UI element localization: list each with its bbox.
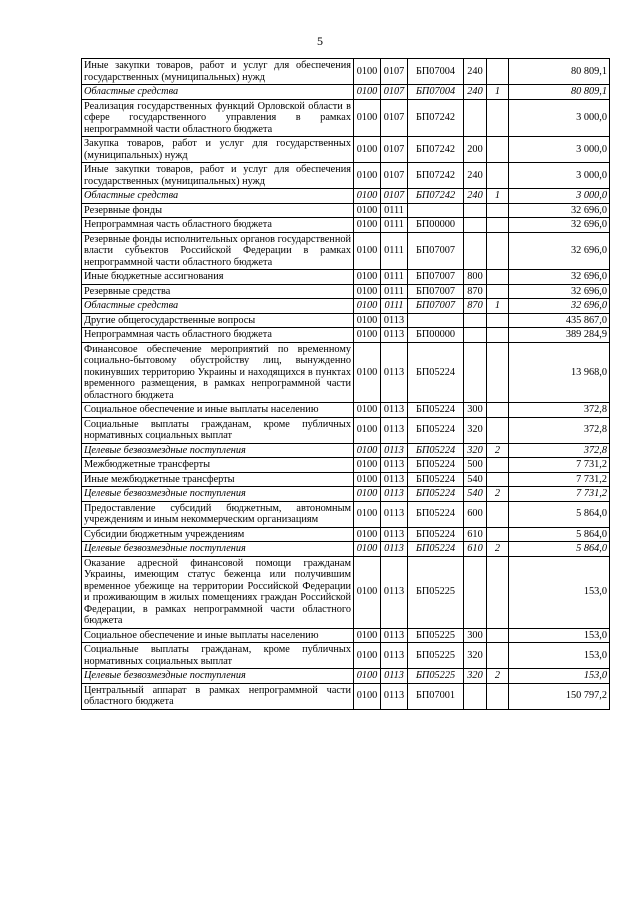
table-row <box>82 163 610 189</box>
row-source-code <box>487 313 509 328</box>
row-amount: 153,0 <box>509 556 610 628</box>
row-section-code: 0100 <box>354 643 381 669</box>
row-target-article-code: БП05224 <box>408 403 464 418</box>
table-row <box>82 313 610 328</box>
table-row <box>82 487 610 502</box>
row-amount: 3 000,0 <box>509 163 610 189</box>
row-expense-type-code: 240 <box>464 163 487 189</box>
table-row <box>82 328 610 343</box>
row-amount: 372,8 <box>509 443 610 458</box>
row-source-code <box>487 270 509 285</box>
row-source-code <box>487 232 509 270</box>
row-amount: 32 696,0 <box>509 232 610 270</box>
row-name: Областные средства <box>82 299 354 314</box>
row-subsection-code: 0113 <box>381 443 408 458</box>
row-target-article-code: БП05224 <box>408 472 464 487</box>
table-row <box>82 443 610 458</box>
row-target-article-code: БП07242 <box>408 137 464 163</box>
row-amount: 3 000,0 <box>509 137 610 163</box>
row-section-code: 0100 <box>354 458 381 473</box>
row-subsection-code: 0107 <box>381 163 408 189</box>
row-section-code: 0100 <box>354 270 381 285</box>
row-name: Резервные фонды исполнительных органов государственной власти субъектов Российской Федерации в рамках непрограммной части областного бюджета <box>82 232 354 270</box>
row-expense-type-code: 500 <box>464 458 487 473</box>
row-name: Резервные фонды <box>82 203 354 218</box>
row-target-article-code: БП05224 <box>408 542 464 557</box>
row-amount: 80 809,1 <box>509 59 610 85</box>
row-name: Реализация государственных функций Орловской области в сфере государственного управления в рамках непрограммной части областного бюджета <box>82 99 354 137</box>
row-amount: 389 284,9 <box>509 328 610 343</box>
row-amount: 153,0 <box>509 628 610 643</box>
row-expense-type-code: 240 <box>464 189 487 204</box>
row-expense-type-code: 870 <box>464 299 487 314</box>
row-amount: 372,8 <box>509 417 610 443</box>
row-section-code: 0100 <box>354 487 381 502</box>
row-amount: 32 696,0 <box>509 270 610 285</box>
row-amount: 13 968,0 <box>509 342 610 403</box>
row-source-code <box>487 683 509 709</box>
row-source-code <box>487 99 509 137</box>
table-row <box>82 189 610 204</box>
row-expense-type-code <box>464 556 487 628</box>
row-section-code: 0100 <box>354 218 381 233</box>
row-name: Иные бюджетные ассигнования <box>82 270 354 285</box>
row-subsection-code: 0111 <box>381 218 408 233</box>
row-section-code: 0100 <box>354 628 381 643</box>
row-amount: 7 731,2 <box>509 458 610 473</box>
row-target-article-code: БП07004 <box>408 59 464 85</box>
table-row <box>82 643 610 669</box>
budget-table-body <box>82 59 610 710</box>
row-name: Непрограммная часть областного бюджета <box>82 218 354 233</box>
row-amount: 150 797,2 <box>509 683 610 709</box>
row-expense-type-code: 300 <box>464 403 487 418</box>
row-source-code: 2 <box>487 669 509 684</box>
row-name: Непрограммная часть областного бюджета <box>82 328 354 343</box>
row-source-code <box>487 643 509 669</box>
row-source-code <box>487 417 509 443</box>
row-subsection-code: 0113 <box>381 487 408 502</box>
row-name: Резервные средства <box>82 284 354 299</box>
row-name: Предоставление субсидий бюджетным, автономным учреждениям и иным некоммерческим организациям <box>82 501 354 527</box>
row-amount: 153,0 <box>509 669 610 684</box>
table-row <box>82 284 610 299</box>
row-amount: 7 731,2 <box>509 487 610 502</box>
row-subsection-code: 0113 <box>381 458 408 473</box>
row-section-code: 0100 <box>354 527 381 542</box>
row-expense-type-code <box>464 683 487 709</box>
row-source-code: 2 <box>487 443 509 458</box>
table-row <box>82 299 610 314</box>
row-source-code <box>487 284 509 299</box>
row-name: Социальное обеспечение и иные выплаты населению <box>82 403 354 418</box>
row-expense-type-code: 800 <box>464 270 487 285</box>
row-target-article-code: БП07007 <box>408 299 464 314</box>
row-name: Социальные выплаты гражданам, кроме публичных нормативных социальных выплат <box>82 417 354 443</box>
row-amount: 7 731,2 <box>509 472 610 487</box>
row-expense-type-code: 320 <box>464 669 487 684</box>
row-subsection-code: 0113 <box>381 403 408 418</box>
row-subsection-code: 0113 <box>381 342 408 403</box>
row-name: Целевые безвозмездные поступления <box>82 487 354 502</box>
row-target-article-code: БП07007 <box>408 284 464 299</box>
row-subsection-code: 0111 <box>381 270 408 285</box>
row-section-code: 0100 <box>354 163 381 189</box>
row-subsection-code: 0113 <box>381 628 408 643</box>
row-subsection-code: 0107 <box>381 85 408 100</box>
row-subsection-code: 0113 <box>381 472 408 487</box>
table-row <box>82 203 610 218</box>
row-target-article-code: БП07004 <box>408 85 464 100</box>
row-subsection-code: 0107 <box>381 189 408 204</box>
row-source-code <box>487 342 509 403</box>
row-expense-type-code: 600 <box>464 501 487 527</box>
table-row <box>82 59 610 85</box>
table-row <box>82 628 610 643</box>
row-source-code: 2 <box>487 542 509 557</box>
row-subsection-code: 0107 <box>381 99 408 137</box>
row-target-article-code: БП05224 <box>408 417 464 443</box>
table-row <box>82 669 610 684</box>
row-expense-type-code: 240 <box>464 85 487 100</box>
row-subsection-code: 0113 <box>381 683 408 709</box>
row-subsection-code: 0111 <box>381 232 408 270</box>
row-expense-type-code: 610 <box>464 527 487 542</box>
row-target-article-code: БП00000 <box>408 218 464 233</box>
table-row <box>82 403 610 418</box>
row-name: Целевые безвозмездные поступления <box>82 669 354 684</box>
table-row <box>82 542 610 557</box>
row-section-code: 0100 <box>354 443 381 458</box>
row-section-code: 0100 <box>354 59 381 85</box>
row-subsection-code: 0113 <box>381 542 408 557</box>
row-amount: 80 809,1 <box>509 85 610 100</box>
row-name: Целевые безвозмездные поступления <box>82 542 354 557</box>
row-subsection-code: 0113 <box>381 313 408 328</box>
row-subsection-code: 0113 <box>381 527 408 542</box>
row-section-code: 0100 <box>354 556 381 628</box>
row-expense-type-code: 610 <box>464 542 487 557</box>
row-source-code <box>487 163 509 189</box>
row-source-code <box>487 403 509 418</box>
row-section-code: 0100 <box>354 137 381 163</box>
row-target-article-code <box>408 313 464 328</box>
table-row <box>82 270 610 285</box>
row-source-code: 1 <box>487 299 509 314</box>
row-expense-type-code: 540 <box>464 472 487 487</box>
row-subsection-code: 0113 <box>381 417 408 443</box>
row-expense-type-code <box>464 342 487 403</box>
row-section-code: 0100 <box>354 284 381 299</box>
row-amount: 5 864,0 <box>509 527 610 542</box>
row-name: Финансовое обеспечение мероприятий по временному социально-бытовому обустройству лиц, вынужденно покинувших территорию Украины и находящихся в пунктах временного размещения, в рамках непрограммной части областного бюджета <box>82 342 354 403</box>
row-expense-type-code <box>464 232 487 270</box>
table-row <box>82 417 610 443</box>
row-source-code <box>487 556 509 628</box>
row-target-article-code: БП05224 <box>408 487 464 502</box>
row-source-code: 1 <box>487 189 509 204</box>
row-source-code <box>487 527 509 542</box>
row-section-code: 0100 <box>354 417 381 443</box>
table-row <box>82 342 610 403</box>
row-subsection-code: 0111 <box>381 299 408 314</box>
row-section-code: 0100 <box>354 232 381 270</box>
row-name: Областные средства <box>82 189 354 204</box>
row-source-code <box>487 472 509 487</box>
row-expense-type-code <box>464 203 487 218</box>
row-target-article-code: БП07007 <box>408 232 464 270</box>
page-number: 5 <box>317 34 323 48</box>
row-section-code: 0100 <box>354 313 381 328</box>
row-amount: 32 696,0 <box>509 203 610 218</box>
row-section-code: 0100 <box>354 299 381 314</box>
row-name: Иные закупки товаров, работ и услуг для обеспечения государственных (муниципальных) нужд <box>82 59 354 85</box>
row-name: Межбюджетные трансферты <box>82 458 354 473</box>
row-target-article-code: БП07007 <box>408 270 464 285</box>
row-subsection-code: 0113 <box>381 556 408 628</box>
row-section-code: 0100 <box>354 99 381 137</box>
row-subsection-code: 0107 <box>381 59 408 85</box>
table-row <box>82 527 610 542</box>
row-subsection-code: 0113 <box>381 669 408 684</box>
row-amount: 435 867,0 <box>509 313 610 328</box>
row-subsection-code: 0113 <box>381 328 408 343</box>
row-target-article-code: БП07242 <box>408 163 464 189</box>
row-name: Целевые безвозмездные поступления <box>82 443 354 458</box>
row-target-article-code: БП05224 <box>408 501 464 527</box>
row-target-article-code: БП05224 <box>408 443 464 458</box>
budget-table <box>81 58 610 710</box>
row-section-code: 0100 <box>354 669 381 684</box>
row-source-code <box>487 59 509 85</box>
table-row <box>82 99 610 137</box>
row-target-article-code: БП05225 <box>408 628 464 643</box>
row-amount: 5 864,0 <box>509 501 610 527</box>
row-section-code: 0100 <box>354 85 381 100</box>
row-expense-type-code: 320 <box>464 643 487 669</box>
row-subsection-code: 0111 <box>381 284 408 299</box>
row-source-code <box>487 501 509 527</box>
row-name: Социальные выплаты гражданам, кроме публичных нормативных социальных выплат <box>82 643 354 669</box>
row-target-article-code: БП05224 <box>408 527 464 542</box>
row-target-article-code: БП07242 <box>408 99 464 137</box>
row-source-code: 1 <box>487 85 509 100</box>
row-expense-type-code: 540 <box>464 487 487 502</box>
row-subsection-code: 0113 <box>381 643 408 669</box>
row-name: Областные средства <box>82 85 354 100</box>
row-source-code <box>487 203 509 218</box>
row-subsection-code: 0111 <box>381 203 408 218</box>
row-section-code: 0100 <box>354 403 381 418</box>
row-amount: 372,8 <box>509 403 610 418</box>
row-amount: 32 696,0 <box>509 299 610 314</box>
row-source-code <box>487 628 509 643</box>
row-source-code <box>487 137 509 163</box>
table-row <box>82 458 610 473</box>
row-amount: 153,0 <box>509 643 610 669</box>
row-name: Другие общегосударственные вопросы <box>82 313 354 328</box>
table-row <box>82 501 610 527</box>
row-name: Субсидии бюджетным учреждениям <box>82 527 354 542</box>
row-name: Иные межбюджетные трансферты <box>82 472 354 487</box>
row-section-code: 0100 <box>354 542 381 557</box>
row-expense-type-code: 240 <box>464 59 487 85</box>
table-row <box>82 472 610 487</box>
row-expense-type-code <box>464 218 487 233</box>
row-target-article-code: БП07001 <box>408 683 464 709</box>
row-section-code: 0100 <box>354 472 381 487</box>
row-section-code: 0100 <box>354 683 381 709</box>
row-subsection-code: 0107 <box>381 137 408 163</box>
row-amount: 5 864,0 <box>509 542 610 557</box>
row-name: Иные закупки товаров, работ и услуг для обеспечения государственных (муниципальных) нужд <box>82 163 354 189</box>
row-target-article-code: БП07242 <box>408 189 464 204</box>
row-target-article-code <box>408 203 464 218</box>
table-row <box>82 137 610 163</box>
row-expense-type-code <box>464 313 487 328</box>
row-target-article-code: БП05224 <box>408 342 464 403</box>
row-source-code: 2 <box>487 487 509 502</box>
row-target-article-code: БП05225 <box>408 669 464 684</box>
table-row <box>82 556 610 628</box>
table-row <box>82 85 610 100</box>
row-expense-type-code: 200 <box>464 137 487 163</box>
row-amount: 3 000,0 <box>509 189 610 204</box>
row-amount: 32 696,0 <box>509 284 610 299</box>
row-expense-type-code <box>464 328 487 343</box>
row-target-article-code: БП05224 <box>408 458 464 473</box>
row-section-code: 0100 <box>354 501 381 527</box>
table-row <box>82 218 610 233</box>
row-source-code <box>487 218 509 233</box>
row-expense-type-code <box>464 99 487 137</box>
row-name: Центральный аппарат в рамках непрограммной части областного бюджета <box>82 683 354 709</box>
row-section-code: 0100 <box>354 328 381 343</box>
row-name: Оказание адресной финансовой помощи гражданам Украины, имеющим статус беженца или получившим временное убежище на территории Российской Федерации и проживающим в жилых помещениях граждан Российской Федерации, в рамках непрограммной части областного бюджета <box>82 556 354 628</box>
row-amount: 32 696,0 <box>509 218 610 233</box>
row-source-code <box>487 328 509 343</box>
row-target-article-code: БП00000 <box>408 328 464 343</box>
row-section-code: 0100 <box>354 203 381 218</box>
row-target-article-code: БП05225 <box>408 643 464 669</box>
row-amount: 3 000,0 <box>509 99 610 137</box>
row-target-article-code: БП05225 <box>408 556 464 628</box>
row-source-code <box>487 458 509 473</box>
row-section-code: 0100 <box>354 189 381 204</box>
row-expense-type-code: 320 <box>464 417 487 443</box>
table-row <box>82 232 610 270</box>
row-section-code: 0100 <box>354 342 381 403</box>
row-name: Закупка товаров, работ и услуг для государственных (муниципальных) нужд <box>82 137 354 163</box>
table-row <box>82 683 610 709</box>
row-expense-type-code: 870 <box>464 284 487 299</box>
row-subsection-code: 0113 <box>381 501 408 527</box>
row-name: Социальное обеспечение и иные выплаты населению <box>82 628 354 643</box>
row-expense-type-code: 320 <box>464 443 487 458</box>
row-expense-type-code: 300 <box>464 628 487 643</box>
